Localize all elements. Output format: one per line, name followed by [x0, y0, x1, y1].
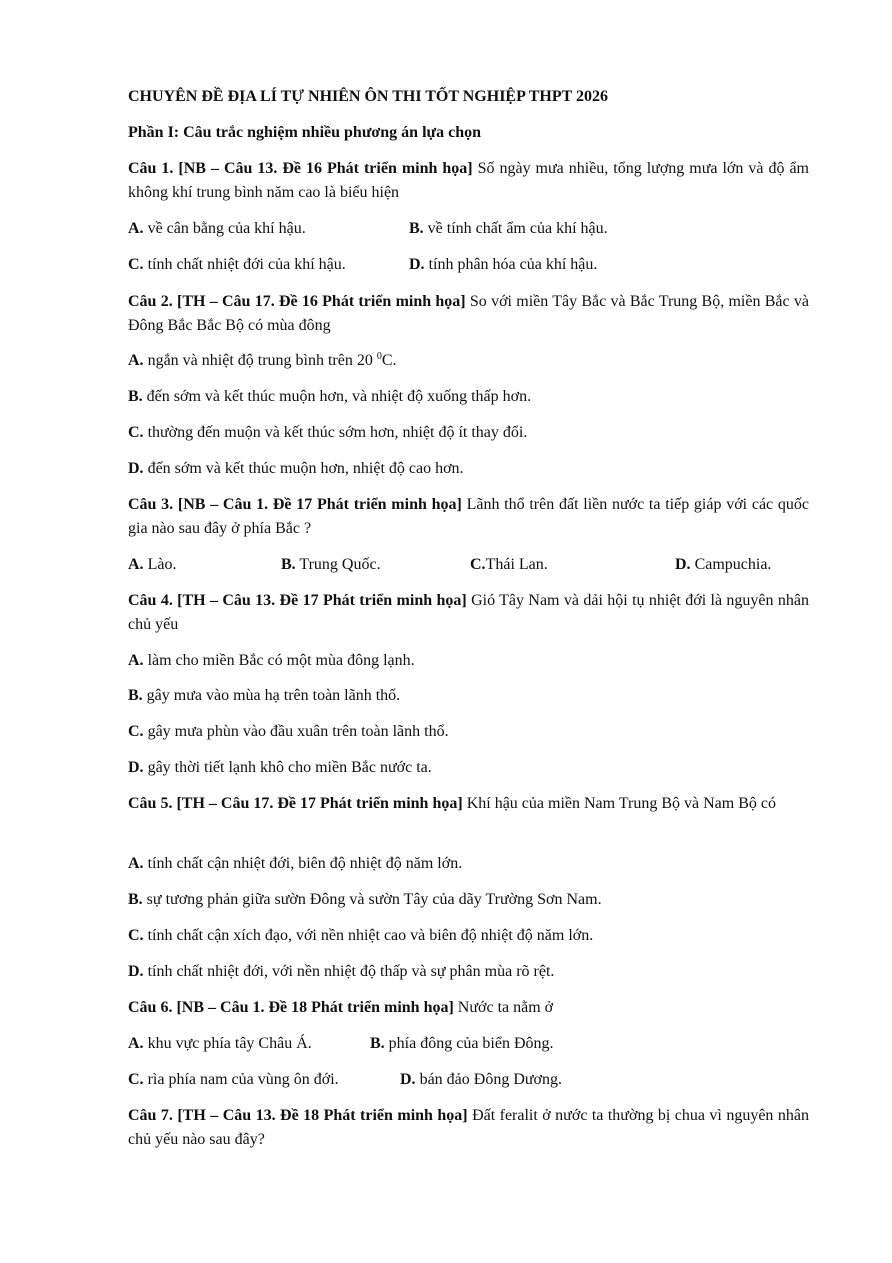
option-text: Trung Quốc.	[295, 556, 381, 573]
question-6-option-b	[370, 1034, 554, 1054]
question-4-option-a	[128, 651, 415, 671]
question-6-option-c	[128, 1070, 339, 1090]
option-text: tính chất nhiệt đới, với nền nhiệt độ thấp và sự phân mùa rõ rệt.	[143, 963, 555, 980]
option-text-tail: C.	[381, 352, 397, 369]
option-text: đến sớm và kết thúc muộn hơn, và nhiệt độ xuống thấp hơn.	[142, 388, 532, 405]
question-label: Câu 5. [TH – Câu 17. Đề 17 Phát triển minh họa]	[128, 795, 463, 812]
question-5-option-c	[128, 926, 593, 946]
option-text: sự tương phản giữa sườn Đông và sườn Tây của dãy Trường Sơn Nam.	[142, 891, 602, 908]
option-key: A.	[128, 652, 144, 669]
option-key: A.	[128, 220, 144, 237]
question-text: Đất feralit ở nước ta thường bị chua vì nguyên nhân chủ yếu nào sau đây?	[128, 1107, 809, 1148]
option-text: tính chất cận nhiệt đới, biên độ nhiệt độ năm lớn.	[143, 855, 463, 872]
option-text: đến sớm và kết thúc muộn hơn, nhiệt độ cao hơn.	[143, 460, 464, 477]
question-1-stem	[128, 157, 809, 204]
question-label: Câu 2. [TH – Câu 17. Đề 16 Phát triển minh họa]	[128, 293, 466, 310]
option-key: C.	[470, 556, 486, 573]
option-key: C.	[128, 927, 144, 944]
question-6-option-a	[128, 1034, 312, 1054]
option-text: ngắn và nhiệt độ trung bình trên 20	[143, 352, 377, 369]
question-2-option-d	[128, 459, 464, 479]
question-2-stem	[128, 290, 809, 337]
option-key: C.	[128, 256, 144, 273]
option-key: A.	[128, 352, 144, 369]
question-text: Gió Tây Nam và dải hội tụ nhiệt đới là nguyên nhân chủ yếu	[128, 592, 809, 633]
question-2-option-a	[128, 351, 397, 371]
question-3-option-b	[281, 555, 381, 575]
option-text: tính chất cận xích đạo, với nền nhiệt cao và biên độ nhiệt độ năm lớn.	[143, 927, 594, 944]
option-text: phía đông của biển Đông.	[384, 1035, 554, 1052]
question-3-option-d	[675, 555, 771, 575]
option-text: khu vực phía tây Châu Á.	[143, 1035, 312, 1052]
question-4-option-c	[128, 722, 449, 742]
option-text: gây thời tiết lạnh khô cho miền Bắc nước ta.	[143, 759, 432, 776]
question-2-option-c	[128, 423, 527, 443]
option-text: gây mưa phùn vào đầu xuân trên toàn lãnh thổ.	[143, 723, 449, 740]
option-key: B.	[128, 687, 143, 704]
option-key: C.	[128, 424, 144, 441]
question-1-option-a	[128, 219, 306, 239]
option-text: gây mưa vào mùa hạ trên toàn lãnh thổ.	[142, 687, 401, 704]
option-key: D.	[409, 256, 425, 273]
option-key: A.	[128, 1035, 144, 1052]
option-key: D.	[128, 460, 144, 477]
option-key: A.	[128, 556, 144, 573]
question-label: Câu 6. [NB – Câu 1. Đề 18 Phát triển minh họa]	[128, 999, 454, 1016]
option-text: về tính chất ẩm của khí hậu.	[423, 220, 608, 237]
question-5-stem	[128, 792, 809, 816]
option-key: C.	[128, 723, 144, 740]
option-key: C.	[128, 1071, 144, 1088]
question-4-option-d	[128, 758, 432, 778]
question-label: Câu 3. [NB – Câu 1. Đề 17 Phát triển minh họa]	[128, 496, 462, 513]
question-3-option-a	[128, 555, 176, 575]
question-1-option-b	[409, 219, 608, 239]
question-text: Khí hậu của miền Nam Trung Bộ và Nam Bộ có	[462, 795, 776, 812]
question-text: Số ngày mưa nhiều, tổng lượng mưa lớn và độ ẩm không khí trung bình năm cao là biểu hiện	[128, 160, 809, 201]
option-key: A.	[128, 855, 144, 872]
question-5-option-b	[128, 890, 602, 910]
question-3-stem	[128, 493, 809, 540]
option-text: bán đảo Đông Dương.	[415, 1071, 563, 1088]
question-5-option-d	[128, 962, 554, 982]
question-text: So với miền Tây Bắc và Bắc Trung Bộ, miền Bắc và Đông Bắc Bắc Bộ có mùa đông	[128, 293, 809, 334]
question-6-stem	[128, 996, 809, 1020]
question-7-stem	[128, 1104, 809, 1151]
question-3-option-c	[470, 555, 548, 575]
option-key: B.	[128, 891, 143, 908]
question-1-option-c	[128, 255, 346, 275]
question-4-stem	[128, 589, 809, 636]
option-text: tính phân hóa của khí hậu.	[424, 256, 598, 273]
question-text: Lãnh thổ trên đất liền nước ta tiếp giáp với các quốc gia nào sau đây ở phía Bắc ?	[128, 496, 809, 537]
option-text: về cân bằng của khí hậu.	[143, 220, 306, 237]
option-key: B.	[409, 220, 424, 237]
question-5-option-a	[128, 854, 462, 874]
option-text: rìa phía nam của vùng ôn đới.	[143, 1071, 339, 1088]
question-1-option-d	[409, 255, 597, 275]
question-label: Câu 4. [TH – Câu 13. Đề 17 Phát triển minh họa]	[128, 592, 467, 609]
option-key: D.	[128, 963, 144, 980]
option-key: D.	[675, 556, 691, 573]
question-label: Câu 1. [NB – Câu 13. Đề 16 Phát triển minh họa]	[128, 160, 473, 177]
option-key: B.	[281, 556, 296, 573]
question-4-option-b	[128, 686, 400, 706]
option-key: B.	[128, 388, 143, 405]
option-text: thường đến muộn và kết thúc sớm hơn, nhiệt độ ít thay đổi.	[143, 424, 528, 441]
question-6-option-d	[400, 1070, 562, 1090]
option-key: D.	[128, 759, 144, 776]
option-key: D.	[400, 1071, 416, 1088]
section-heading: Phần I: Câu trắc nghiệm nhiều phương án lựa chọn	[128, 124, 482, 141]
option-key: B.	[370, 1035, 385, 1052]
option-text: Thái Lan.	[485, 556, 548, 573]
option-text: tính chất nhiệt đới của khí hậu.	[143, 256, 346, 273]
question-text: Nước ta nằm ở	[453, 999, 554, 1016]
question-label: Câu 7. [TH – Câu 13. Đề 18 Phát triển minh họa]	[128, 1107, 468, 1124]
question-2-option-b	[128, 387, 531, 407]
option-text: Campuchia.	[690, 556, 772, 573]
option-text: Lào.	[143, 556, 177, 573]
degree-superscript: 0	[376, 351, 382, 362]
document-title: CHUYÊN ĐỀ ĐỊA LÍ TỰ NHIÊN ÔN THI TỐT NGHIỆP THPT 2026	[128, 88, 608, 105]
option-text: làm cho miền Bắc có một mùa đông lạnh.	[143, 652, 415, 669]
